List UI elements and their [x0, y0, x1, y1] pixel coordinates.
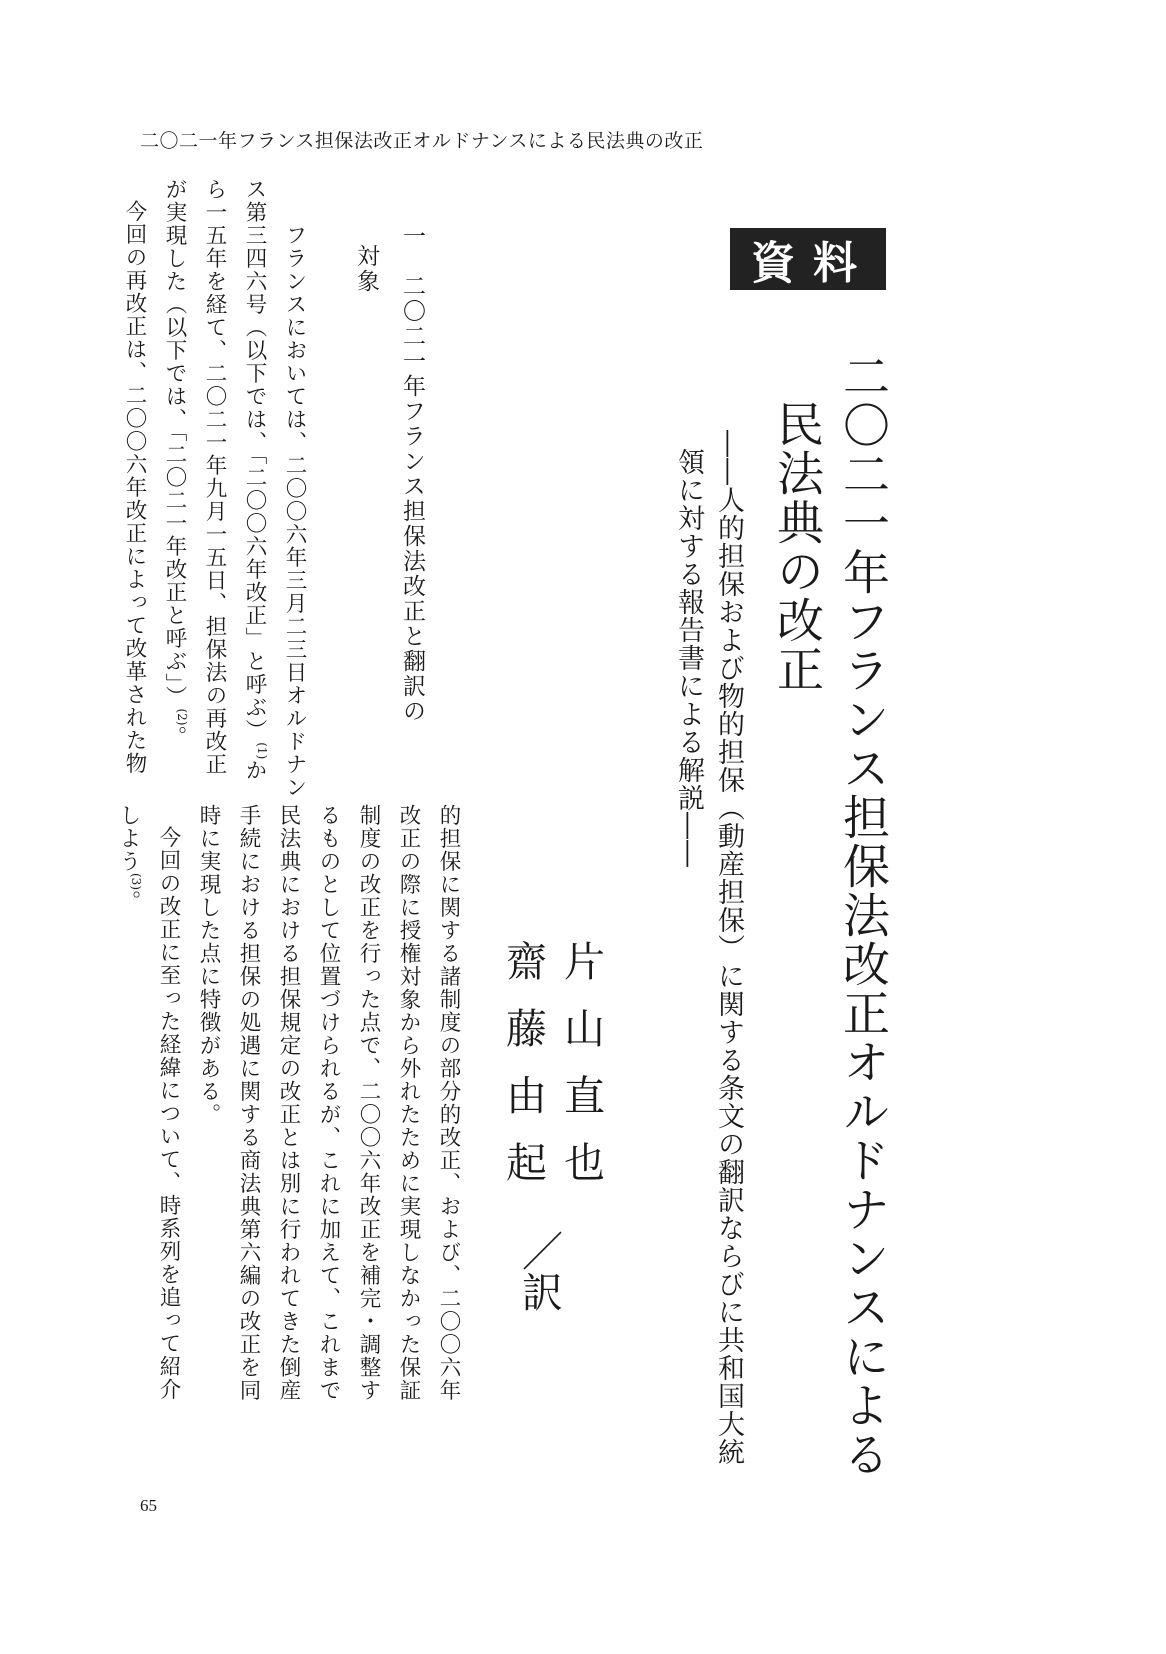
title-line-1: 二〇二一年フランス担保法改正オルドナンスによる — [835, 352, 890, 1479]
body-column — [428, 804, 468, 1402]
body-text: 時に実現した点に特徴がある。 — [196, 804, 221, 1126]
body-column — [228, 804, 268, 1402]
body-text: 的担保に関する諸制度の部分的改正、および、二〇〇六年 — [436, 804, 461, 1402]
footnote-marker[interactable]: (2) — [175, 708, 190, 726]
section-heading-line-1: 一 二〇二一年フランス担保法改正と翻訳の — [399, 224, 425, 724]
body-column — [234, 178, 282, 782]
body-text: 今回の改正に至った経緯について、時系列を追って紹介 — [156, 826, 181, 1401]
body-column — [114, 200, 154, 775]
footnote-marker[interactable]: (3) — [129, 873, 144, 890]
body-column — [108, 804, 156, 913]
body-text: 今回の再改正は、二〇〇六年改正によって改革された物 — [122, 200, 147, 775]
body-column — [348, 804, 388, 1402]
body-column — [308, 804, 348, 1402]
footnote-marker[interactable]: (1) — [255, 742, 270, 760]
body-text: フランスにおいては、二〇〇六年三月二三日オルドナン — [282, 224, 307, 799]
subtitle-line-2: 領に対する報告書による解説―― — [673, 448, 704, 868]
page-number: 65 — [140, 1496, 157, 1515]
body-text: が実現した（以下では、「二〇二一年改正と呼ぶ」） — [162, 178, 187, 709]
body-column — [154, 178, 202, 749]
section-badge: 資料 — [730, 228, 886, 290]
body-text: 改正の際に授権対象から外れたために実現しなかった保証 — [396, 804, 421, 1402]
body-text: 。 — [162, 725, 187, 749]
body-text: か — [242, 759, 267, 783]
author-name-1: 片山直也 — [557, 940, 605, 1208]
body-column — [268, 804, 308, 1402]
author-name-2: 齋藤由起 — [499, 940, 547, 1208]
section-heading-line-2: 対象 — [353, 244, 379, 294]
body-text: 制度の改正を行った点で、二〇〇六年改正を補完・調整す — [356, 804, 381, 1402]
body-text: 。 — [116, 890, 141, 913]
running-head: 二〇二一年フランス担保法改正オルドナンスによる民法典の改正 — [140, 130, 704, 152]
body-column — [188, 804, 228, 1126]
body-text: 民法典における担保規定の改正とは別に行われてきた倒産 — [276, 804, 301, 1402]
translator-mark: ／訳 — [515, 1230, 563, 1312]
subtitle-line-1: ――人的担保および物的担保（動産担保）に関する条文の翻訳ならびに共和国大統 — [713, 430, 744, 1466]
body-text: しよう — [116, 804, 141, 873]
body-text: ス第三四六号（以下では、「二〇〇六年改正」と呼ぶ） — [242, 178, 267, 743]
body-text: るものとして位置づけられるが、これに加えて、これまで — [316, 804, 341, 1402]
title-line-2: 民法典の改正 — [769, 400, 824, 694]
body-text: 手続における担保の処遇に関する商法典第六編の改正を同 — [236, 804, 261, 1402]
body-text: ら一五年を経て、二〇二一年九月一五日、担保法の再改正 — [202, 178, 227, 776]
body-column — [388, 804, 428, 1402]
